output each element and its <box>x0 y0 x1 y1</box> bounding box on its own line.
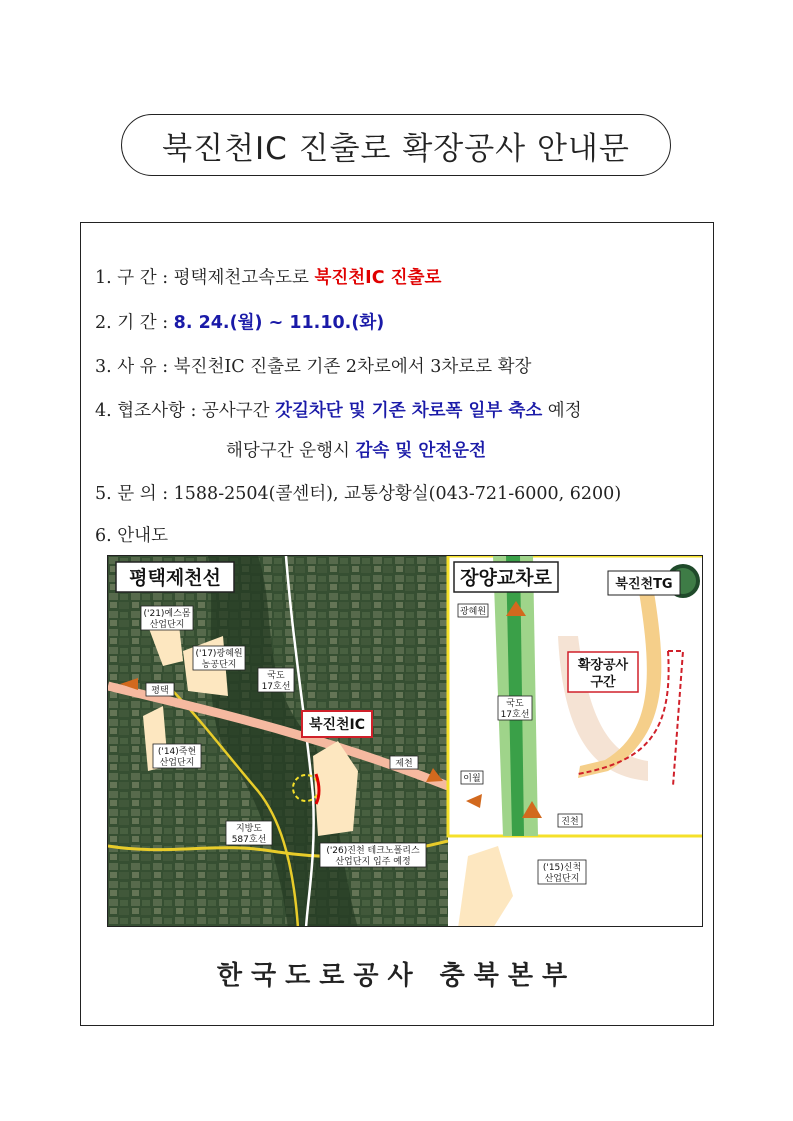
ic-label: 북진천IC <box>308 717 366 733</box>
label-gwanghyewon: 광혜원 <box>459 607 487 617</box>
item-highlight: 8. 24.(월) ~ 11.10.(화) <box>173 313 385 333</box>
route587-b: 587호선 <box>231 835 267 845</box>
item-inquiry <box>95 480 621 505</box>
route587-a: 지방도 <box>235 824 263 834</box>
item-label: 4. 협조사항 : 공사구간 <box>95 401 276 421</box>
title-box <box>121 114 671 176</box>
item-highlight: 북진천IC 진출로 <box>314 268 442 288</box>
item-label: 1. 구 간 : <box>95 268 174 288</box>
place-26-a: ('26)진천 테크노폴리스 <box>326 846 420 856</box>
guide-map <box>107 555 703 927</box>
place-14-b: 산업단지 <box>159 758 195 768</box>
item-cooperation <box>95 397 582 422</box>
item-label: 2. 기 간 : <box>95 313 174 333</box>
place-26-b: 산업단지 입주 예정 <box>335 857 411 867</box>
inset-route-b: 17호선 <box>500 710 530 720</box>
place-15-a: ('15)신척 <box>542 863 582 873</box>
item-suffix: 예정 <box>542 401 582 421</box>
item-cooperation-line2 <box>226 437 486 462</box>
place-14-a: ('14)죽현 <box>157 747 197 757</box>
item-text: 6. 안내도 <box>95 526 168 546</box>
place-21-b: 산업단지 <box>149 620 185 630</box>
place-15-b: 산업단지 <box>544 874 580 884</box>
route17-a: 국도 <box>267 671 285 681</box>
label-pyeongtaek: 평택 <box>151 686 169 696</box>
item-highlight: 감속 및 안전운전 <box>355 441 486 461</box>
page-title: 북진천IC 진출로 확장공사 안내문 <box>162 130 630 167</box>
item-text: 3. 사 유 : 북진천IC 진출로 기존 2차로에서 3차로로 확장 <box>95 357 532 377</box>
map-right-title: 장양교차로 <box>460 567 552 589</box>
item-text: 해당구간 운행시 <box>226 441 356 461</box>
construction-label-1: 확장공사 <box>577 658 629 673</box>
place-17-a: ('17)광혜원 <box>195 649 243 659</box>
item-text: 평택제천고속도로 <box>173 268 315 288</box>
inset-route-a: 국도 <box>506 699 524 709</box>
item-reason <box>95 353 531 378</box>
map-left-title: 평택제천선 <box>129 567 221 589</box>
route17-b: 17호선 <box>261 682 291 692</box>
label-iwol: 이월 <box>463 774 481 784</box>
label-jecheon: 제천 <box>395 759 413 769</box>
label-jincheon: 진천 <box>561 817 579 827</box>
tg-label: 북진천TG <box>615 577 673 592</box>
item-period <box>95 309 384 334</box>
item-highlight: 갓길차단 및 기존 차로폭 일부 축소 <box>275 401 543 421</box>
item-section <box>95 264 441 289</box>
map-svg <box>108 556 703 927</box>
footer-organization: 한국도로공사 충북본부 <box>216 961 577 991</box>
place-17-b: 농공단지 <box>201 660 237 670</box>
place-21-a: ('21)예스몸 <box>143 609 191 619</box>
item-guide <box>95 522 168 547</box>
construction-label-2: 구간 <box>590 675 616 690</box>
item-text: 5. 문 의 : 1588-2504(콜센터), 교통상황실(043-721-6000, 6200) <box>95 484 622 504</box>
